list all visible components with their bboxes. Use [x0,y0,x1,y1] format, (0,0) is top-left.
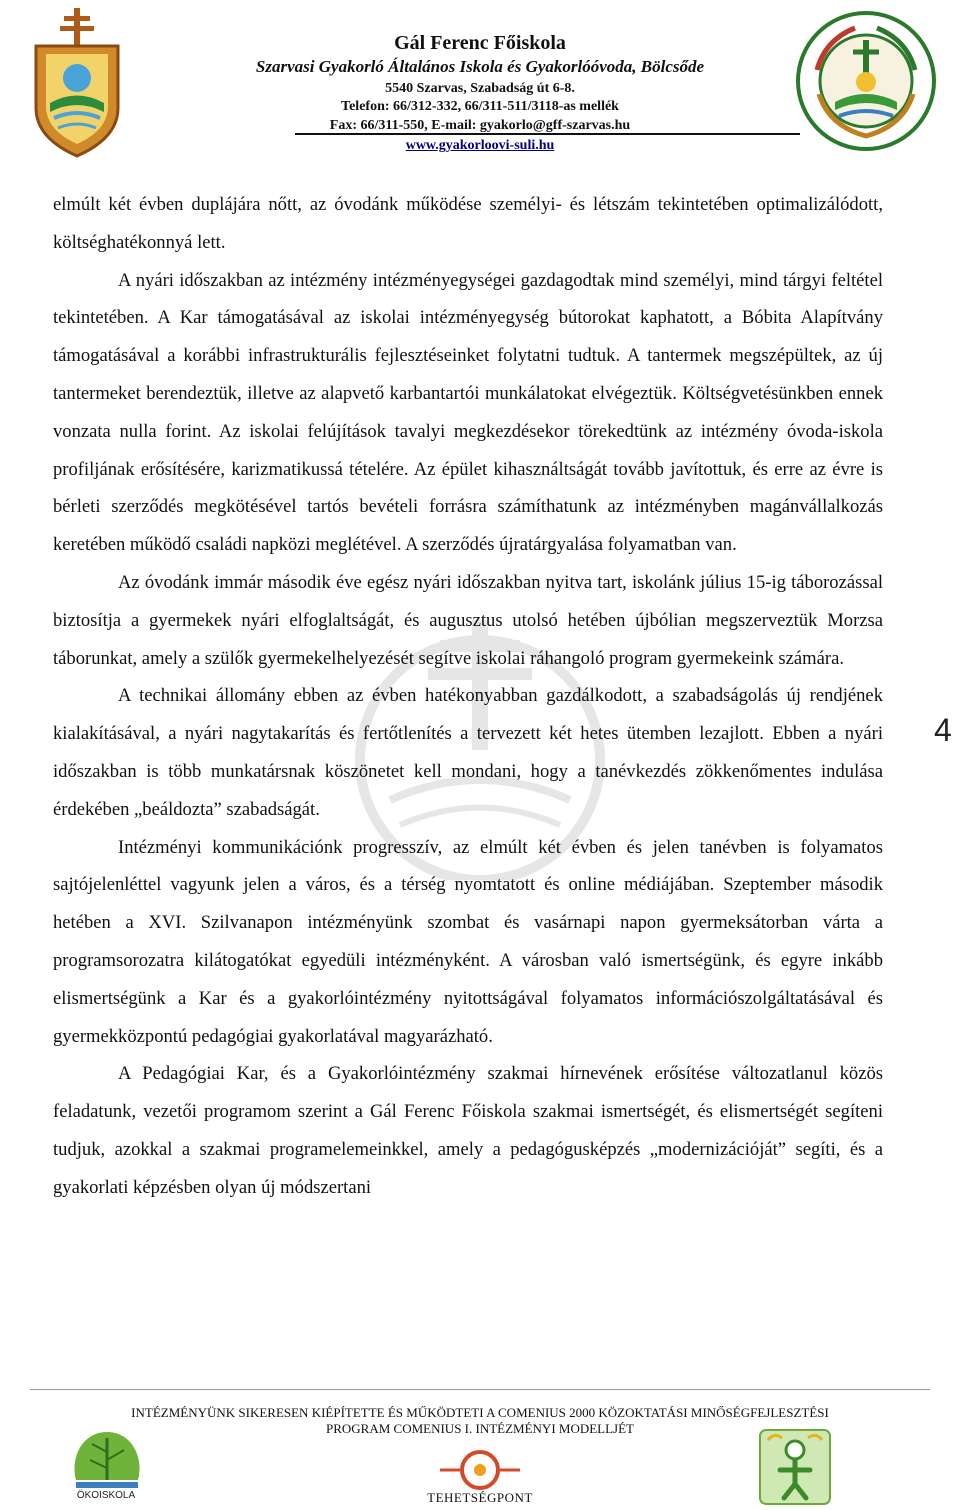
header-divider [295,133,800,135]
footer-statement-line2: PROGRAM COMENIUS I. INTÉZMÉNYI MODELLJÉT [325,1421,634,1436]
gff-shield-logo-icon [28,8,126,158]
school-seal-logo-icon [795,10,937,152]
tehetsegpont-label: TEHETSÉGPONT [427,1490,533,1505]
page-number: 4 [934,712,952,748]
paragraph: A nyári időszakban az intézmény intézményegységei gazdagodtak mind személyi, mind tárgyi feltétel tekintetében. A Kar támogatásával az iskolai intézményegység bútorokat kaphatott, a Bóbita Alapítvány támogatásával a korábbi infrastrukturális fejlesztéseinket folytatni tudtuk. A tantermek megszépültek, az új tantermeket berendeztük, illetve az alapvető karbantartói munkálatokat elvégeztük. Költségvetésünkben ennek vonzata nulla forint. Az iskolai felújítások tavalyi megkezdésekor törekedtünk az intézmény óvoda-iskola profiljának erősítésére, karizmatikussá tételére. Az épület kihasználtságát tovább javítottuk, és erre az évre is bérleti szerződés megkötésével tartós bevételi forrásra számíthatunk az intézményben magánvállalkozás keretében működő családi napközi meglétével. A szerződés újratárgyalása folyamatban van. [53,269,883,556]
institution-fax-email: Fax: 66/311-550, E-mail: gyakorlo@gff-szarvas.hu [329,118,631,133]
paragraph: Intézményi kommunikációnk progresszív, az elmúlt két évben és jelen tanévben is folyamatos sajtójelenléttel vagyunk jelen a város, és a térség nyomtatott és online médiájában. Szeptember második hetében a XVI. Szilvanapon intézményünk szombat és vasárnapi napon gyermeksátorban várta a programsorozatra kilátogatókat egyedüli intézményként. A városban való ismertségünk, és egyre inkább elismertségünk a Kar és a gyakorlóintézmény nyitottságával folyamatos információszolgáltatásával és gyermekközpontú pedagógiai gyakorlatával magyarázható. [53,836,883,1047]
green-kindergarten-logo-icon [758,1428,832,1506]
paragraph: A Pedagógiai Kar, és a Gyakorlóintézmény szakmai hírnevének erősítése változatlanul közös feladatunk, vezetői programom szerint a Gál Ferenc Főiskola szakmai ismertségét, és elismertségét segíteni tudjuk, azokkal a szakmai programelemeinkkel, amely a pedagógusképzés „modernizációját” segíti, és a gyakorlati képzésben olyan új módszertani [53,1063,883,1198]
institution-phone: Telefon: 66/312-332, 66/311-511/3118-as mellék [341,99,619,114]
okoiskola-label: ÖKOISKOLA [76,1490,136,1501]
institution-subtitle: Szarvasi Gyakorló Általános Iskola és Gyakorlóóvoda, Bölcsőde [255,57,705,76]
paragraph: elmúlt két évben duplájára nőtt, az óvodánk működése személyi- és létszám tekintetében optimalizálódott, költséghatékonnyá lett. [53,194,883,253]
footer-statement-line1: INTÉZMÉNYÜNK SIKERESEN KIÉPÍTETTE ÉS MŰKÖDTETI A COMENIUS 2000 KÖZOKTATÁSI MINŐSÉGFEJLESZTÉSI [131,1405,829,1420]
body-text [53,186,883,1207]
letterhead [0,0,960,170]
paragraph: A technikai állomány ebben az évben hatékonyabban gazdálkodott, a szabadságolás új rendjének kialakításával, a nyári nagytakarítás és fertőtlenítés a tervezett két hetes ütemben lezajlott. Ebben a nyári időszakban is több munkatársnak köszönetet kell mondani, hogy a tanévkezdés zökkenőmentes indulása érdekében „beáldozta” szabadságát. [53,685,883,820]
tehetsegpont-logo-icon [410,1448,550,1492]
institution-address: 5540 Szarvas, Szabadság út 6-8. [385,81,575,96]
website-link[interactable]: www.gyakorloovi-suli.hu [405,138,555,153]
paragraph: Az óvodánk immár második éve egész nyári időszakban nyitva tart, iskolánk július 15-ig táborozással biztosítja a gyermekek nyári elfoglaltságát, és augusztus utolsó hetében újbólian megszerveztük Morzsa táborunkat, amely a szülők gyermekelhelyezését segítve iskolai ráhangoló program gyermekeink számára. [53,571,883,669]
institution-title: Gál Ferenc Főiskola [394,32,566,54]
footer-divider [30,1389,930,1390]
